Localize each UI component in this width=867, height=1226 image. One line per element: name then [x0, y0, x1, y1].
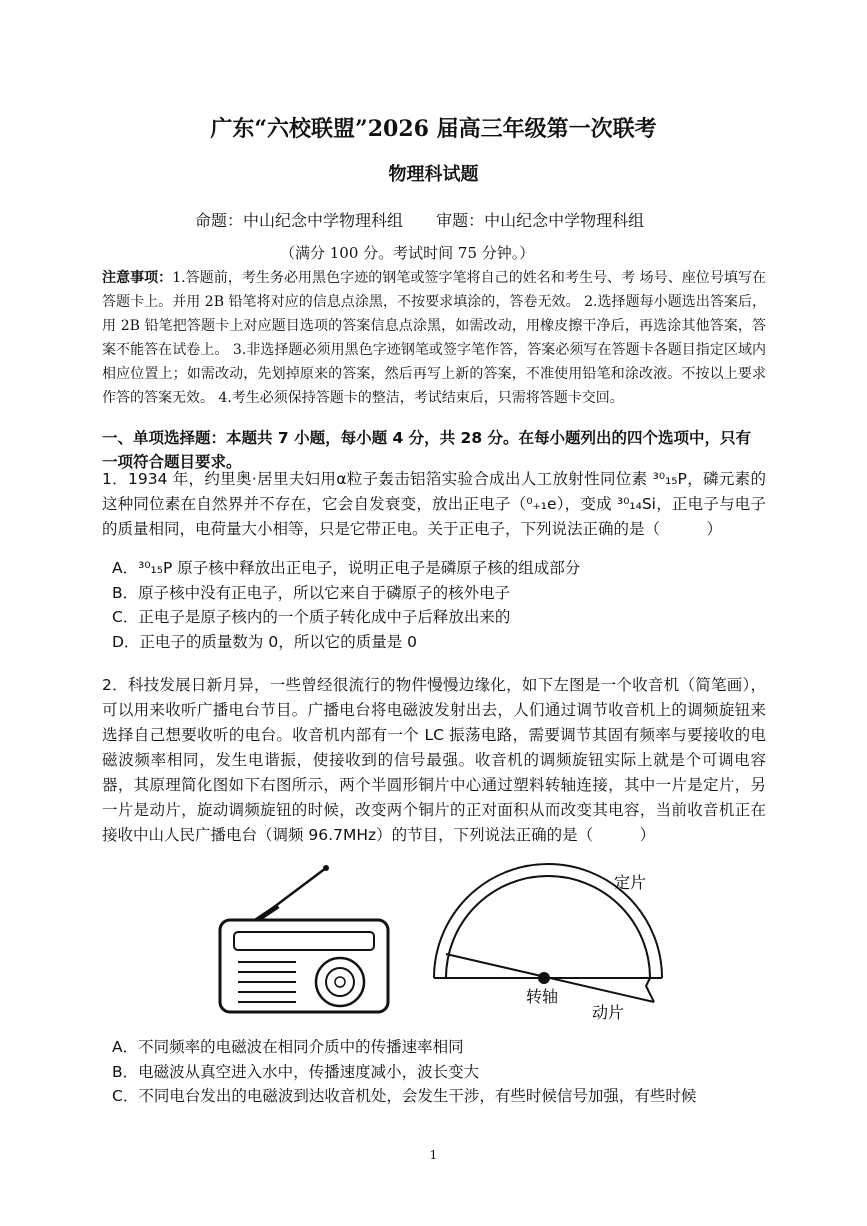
question-1-stem: 1．1934 年，约里奥·居里夫妇用α粒子轰击铝箔实验合成出人工放射性同位素 ³⁰₁₅P，磷元素的这种同位素在自然界并不存在，它会自发衰变，放出正电子（⁰₊₁e），变成 ³⁰₁₄Si，正电子与电子的质量相同，电荷量大小相等，只是它带正电。关于正电子，下列说法正确的是（ ） — [102, 470, 766, 538]
exam-title: 广东“六校联盟”2026 届高三年级第一次联考 — [210, 116, 657, 142]
option-a: A．³⁰₁₅P 原子核中释放出正电子，说明正电子是磷原子核的组成部分 — [112, 559, 581, 577]
question-2-stem: 2．科技发展日新月异，一些曾经很流行的物件慢慢边缘化，如下左图是一个收音机（简笔画），可以用来收听广播电台节目。广播电台将电磁波发射出去，人们通过调节收音机上的调频旋钮来选择自己想要收听的电台。收音机内部有一个 LC 振荡电路，需要调节其固有频率与要接收的电磁波频率相同，发生电谐振，使接收到的信号最强。收音机的调频旋钮实际上就是个可调电容器，其原理简化图如下右图所示，两个半圆形铜片中心通过塑料转轴连接，其中一片是定片，另一片是动片，旋动调频旋钮的时候，改变两个铜片的正对面积从而改变其电容，当前收音机正在接收中山人民广播电台（调频 96.7MHz）的节目，下列说法正确的是（ ） — [102, 676, 766, 844]
notice-label: 注意事项： — [102, 270, 173, 286]
author-line — [195, 208, 672, 231]
section-heading: 一、单项选择题：本题共 7 小题，每小题 4 分，共 28 分。在每小题列出的四个选项中，只有一项符合题目要求。 — [102, 429, 752, 471]
notice-block — [102, 266, 766, 410]
exam-subtitle: 物理科试题 — [388, 164, 479, 185]
page-number: 1 — [429, 1148, 438, 1162]
option-c: C．不同电台发出的电磁波到达收音机处，会发生干涉，有些时候信号加强，有些时候 — [112, 1087, 697, 1105]
capacitor-diagram — [428, 860, 688, 1030]
notice-text: 1.答题前，考生务必用黑色字迹的钢笔或签字笔将自己的姓名和考生号、考 场号、座位号填写在答题卡上。并用 2B 铅笔将对应的信息点涂黑，不按要求填涂的，答卷无效。 2.选择题每小题选出答案后，用 2B 铅笔把答题卡上对应题目选项的答案信息点涂黑，如需改动，用橡皮擦干净后，再选涂其他答案，答案不能答在试卷上。 3.非选择题必须用黑色字迹钢笔或签字笔作答，答案必须写在答题卡各题目指定区域内相应位置上；如需改动，先划掉原来的答案，然后再写上新的答案，不准使用铅笔和涂改液。不按以上要求作答的答案无效。 4.考生必须保持答题卡的整洁，考试结束后，只需将答题卡交回。 — [102, 270, 766, 406]
question-2-options — [112, 1035, 766, 1109]
option-d: D．正电子的质量数为 0，所以它的质量是 0 — [112, 632, 418, 651]
option-b: B．原子核中没有正电子，所以它来自于磷原子的核外电子 — [112, 583, 511, 602]
score-time-text: （满分 100 分。考试时间 75 分钟。） — [280, 244, 535, 262]
axis-label: 转轴 — [526, 987, 559, 1006]
option-a: A．不同频率的电磁波在相同介质中的传播速率相同 — [112, 1038, 464, 1056]
reviewer-text: 审题：中山纪念中学物理科组 — [436, 211, 645, 230]
option-c: C．正电子是原子核内的一个质子转化成中子后释放出来的 — [112, 608, 511, 626]
question-1-options — [112, 556, 766, 654]
option-b: B．电磁波从真空进入水中，传播速度减小，波长变大 — [112, 1062, 480, 1081]
radio-illustration — [214, 862, 394, 1022]
moving-plate-label: 动片 — [592, 1003, 625, 1022]
rotation-axis-dot — [538, 972, 550, 984]
fixed-plate-label: 定片 — [614, 873, 647, 892]
radio-body — [220, 920, 388, 1012]
setter-text: 命题：中山纪念中学物理科组 — [195, 211, 404, 230]
